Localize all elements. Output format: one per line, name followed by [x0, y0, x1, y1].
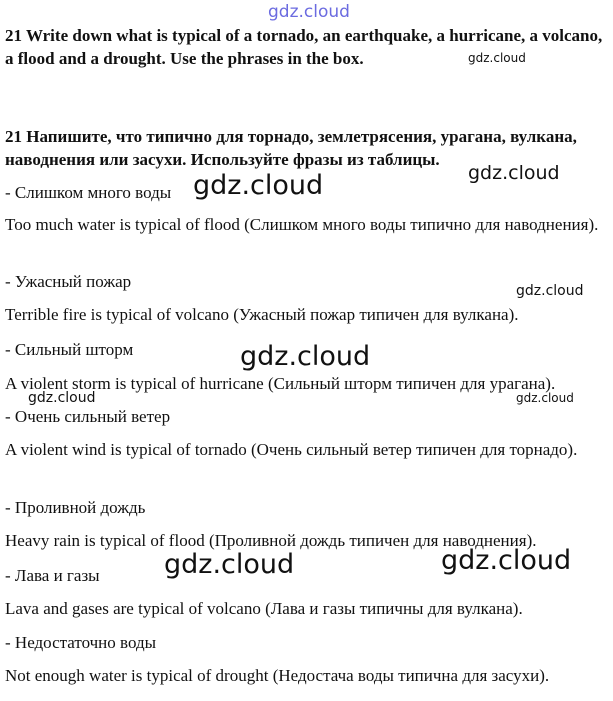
watermark: gdz.cloud [441, 545, 572, 576]
watermark: gdz.cloud [164, 549, 295, 580]
answer-item: Heavy rain is typical of flood (Проливной дождь типичен для наводнения). [5, 531, 537, 550]
phrase-item: - Проливной дождь [5, 498, 146, 517]
watermark: gdz.cloud [468, 51, 526, 65]
watermark: gdz.cloud [516, 391, 574, 405]
watermark: gdz.cloud [240, 341, 371, 372]
answer-item: A violent storm is typical of hurricane (Сильный шторм типичен для урагана). [5, 374, 556, 393]
phrase-item: - Очень сильный ветер [5, 407, 171, 426]
phrase-item: - Лава и газы [5, 566, 100, 585]
watermark: gdz.cloud [193, 170, 324, 201]
answer-item: A violent wind is typical of tornado (Очень сильный ветер типичен для торнадо). [5, 440, 578, 459]
watermark: gdz.cloud [516, 283, 584, 299]
watermark: gdz.cloud [28, 390, 96, 406]
watermark-top: gdz.cloud [268, 2, 350, 22]
phrase-item: - Сильный шторм [5, 340, 134, 359]
answer-item: Not enough water is typical of drought (Недостача воды типична для засухи). [5, 666, 550, 685]
phrase-item: - Слишком много воды [5, 183, 172, 202]
task-heading-ru: 21 Напишите, что типично для торнадо, землетрясения, урагана, вулкана, наводнения или засухи. Используйте фразы из таблицы. [5, 127, 577, 169]
phrase-item: - Недостаточно воды [5, 633, 157, 652]
answer-item: Terrible fire is typical of volcano (Ужасный пожар типичен для вулкана). [5, 305, 519, 324]
answer-item: Lava and gases are typical of volcano (Лава и газы типичны для вулкана). [5, 599, 523, 618]
task-heading-en: 21 Write down what is typical of a tornado, an earthquake, a hurricane, a volcano, a flood and a drought. Use the phrases in the box. [5, 26, 603, 68]
phrase-item: - Ужасный пожар [5, 272, 132, 291]
watermark: gdz.cloud [468, 162, 560, 184]
answer-item: Too much water is typical of flood (Слишком много воды типично для наводнения). [5, 215, 599, 234]
